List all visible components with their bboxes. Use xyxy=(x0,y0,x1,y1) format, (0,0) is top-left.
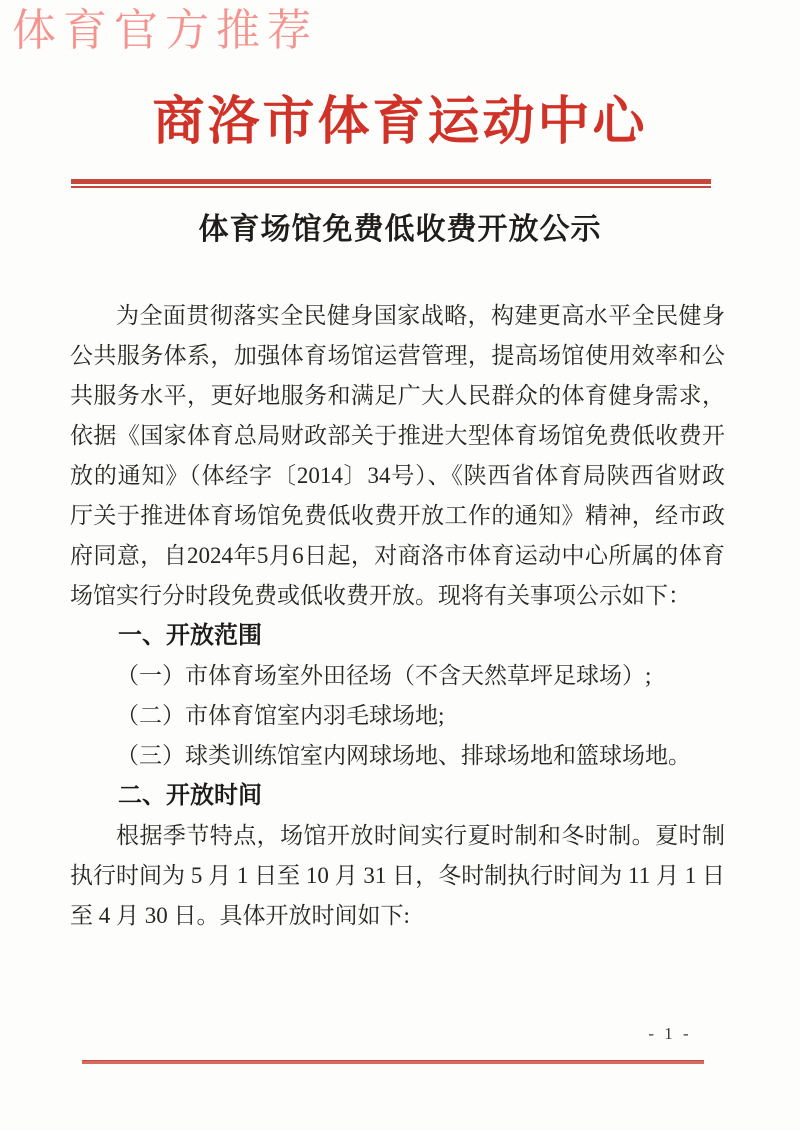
document-body xyxy=(70,296,725,936)
watermark: 体育官方推荐 xyxy=(12,6,318,55)
footer-rule xyxy=(82,1060,704,1064)
document-title: 体育场馆免费低收费开放公示 xyxy=(198,213,602,246)
paragraph: 根据季节特点，场馆开放时间实行夏时制和冬时制。夏时制执行时间为 5 月 1 日至 10 月 31 日，冬时制执行时间为 11 月 1 日至 4 月 30 日。具体开放时间如下: xyxy=(70,823,725,928)
list-item: （三）球类训练馆室内网球场地、排球场地和篮球场地。 xyxy=(116,743,691,768)
letterhead-org-name: 商洛市体育运动中心 xyxy=(152,94,648,151)
page-number: - 1 - xyxy=(648,1024,692,1043)
list-item: （一）市体育场室外田径场（不含天然草坪足球场）; xyxy=(116,663,652,688)
section-heading-open-scope: 一、开放范围 xyxy=(118,622,262,649)
section-heading-open-hours: 二、开放时间 xyxy=(118,782,262,809)
paragraph: 为全面贯彻落实全民健身国家战略，构建更高水平全民健身公共服务体系，加强体育场馆运营管理，提高场馆使用效率和公共服务水平，更好地服务和满足广大人民群众的体育健身需求，依据《国家体育总局财政部关于推进大型体育场馆免费低收费开放的通知》（体经字〔2014〕34号）、《陕西省体育局陕西省财政厅关于推进体育场馆免费低收费开放工作的通知》精神，经市政府同意，自2024年5月6日起，对商洛市体育运动中心所属的体育场馆实行分时段免费或低收费开放。现将有关事项公示如下： xyxy=(70,303,725,608)
list-item: （二）市体育馆室内羽毛球场地; xyxy=(116,703,445,728)
letterhead-rule xyxy=(71,179,711,188)
